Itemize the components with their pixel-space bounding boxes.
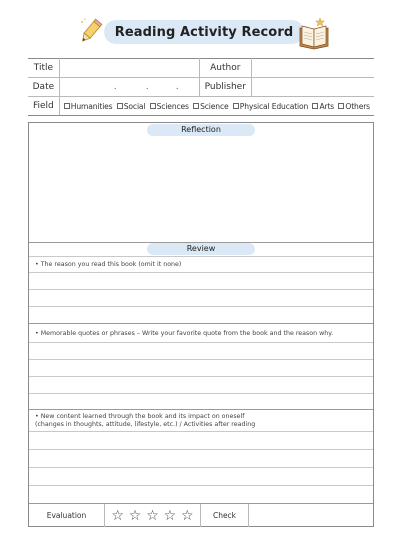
publisher-field[interactable] <box>251 78 374 97</box>
review-heading: Review <box>147 243 255 255</box>
pencil-icon <box>76 16 106 46</box>
checkbox-arts[interactable] <box>312 103 318 109</box>
author-label: Author <box>199 59 251 78</box>
record-box <box>28 122 374 527</box>
star-icon[interactable]: ☆ <box>146 507 159 524</box>
header <box>0 0 400 60</box>
date-separator: . <box>145 82 149 92</box>
date-field[interactable] <box>59 78 199 97</box>
star-icon[interactable]: ☆ <box>180 507 194 524</box>
reflection-area[interactable] <box>29 137 373 242</box>
field-options <box>59 97 374 116</box>
checkbox-humanities[interactable] <box>64 103 70 109</box>
reflection-heading: Reflection <box>147 124 255 136</box>
checkbox-sciences[interactable] <box>150 103 156 109</box>
field-label: Field <box>28 97 59 116</box>
writing-line <box>29 449 373 450</box>
writing-line <box>29 467 373 468</box>
date-separator: . <box>175 82 179 92</box>
writing-line <box>29 342 373 343</box>
divider <box>29 409 373 410</box>
divider <box>29 323 373 324</box>
option-science: Science <box>200 101 229 111</box>
open-book-icon <box>296 16 332 50</box>
info-table <box>28 58 374 116</box>
check-label: Check <box>201 504 249 527</box>
checkbox-social[interactable] <box>117 103 123 109</box>
option-humanities: Humanities <box>70 101 113 111</box>
writing-line <box>29 306 373 307</box>
option-others: Others <box>345 101 370 111</box>
title-label: Title <box>28 59 59 78</box>
star-icon[interactable]: ☆ <box>163 507 177 524</box>
date-label: Date <box>28 78 59 97</box>
author-field[interactable] <box>251 59 374 78</box>
footer-row <box>29 504 373 527</box>
date-separator: . <box>113 82 117 92</box>
checkbox-science[interactable] <box>193 103 199 109</box>
review-prompt-quotes: • Memorable quotes or phrases – Write your favorite quote from the book and the reason why. <box>35 330 334 337</box>
writing-line <box>29 359 373 360</box>
writing-line <box>29 289 373 290</box>
review-prompt-new-content-1: • New content learned through the book and its impact on oneself <box>35 413 245 420</box>
option-arts: Arts <box>319 101 335 111</box>
star-icon[interactable]: ☆ <box>111 507 124 524</box>
checkbox-others[interactable] <box>338 103 344 109</box>
page-title: Reading Activity Record <box>104 20 304 44</box>
writing-line <box>29 376 373 377</box>
option-social: Social <box>123 101 146 111</box>
evaluation-label: Evaluation <box>29 504 105 527</box>
checkbox-physical-education[interactable] <box>233 103 239 109</box>
writing-line <box>29 393 373 394</box>
option-sciences: Sciences <box>156 101 189 111</box>
star-icon[interactable]: ☆ <box>128 507 142 524</box>
writing-line <box>29 431 373 432</box>
title-field[interactable] <box>59 59 199 78</box>
publisher-label: Publisher <box>199 78 251 97</box>
review-prompt-new-content-2: (changes in thoughts, attitude, lifestyle, etc.) / Activities after reading <box>35 421 256 428</box>
writing-line <box>29 485 373 486</box>
option-physical-education: Physical Education <box>239 101 309 111</box>
review-prompt-reason: • The reason you read this book (omit it none) <box>35 261 182 268</box>
star-rating[interactable] <box>105 504 201 527</box>
check-field[interactable] <box>249 504 373 527</box>
writing-line <box>29 272 373 273</box>
divider <box>29 256 373 257</box>
